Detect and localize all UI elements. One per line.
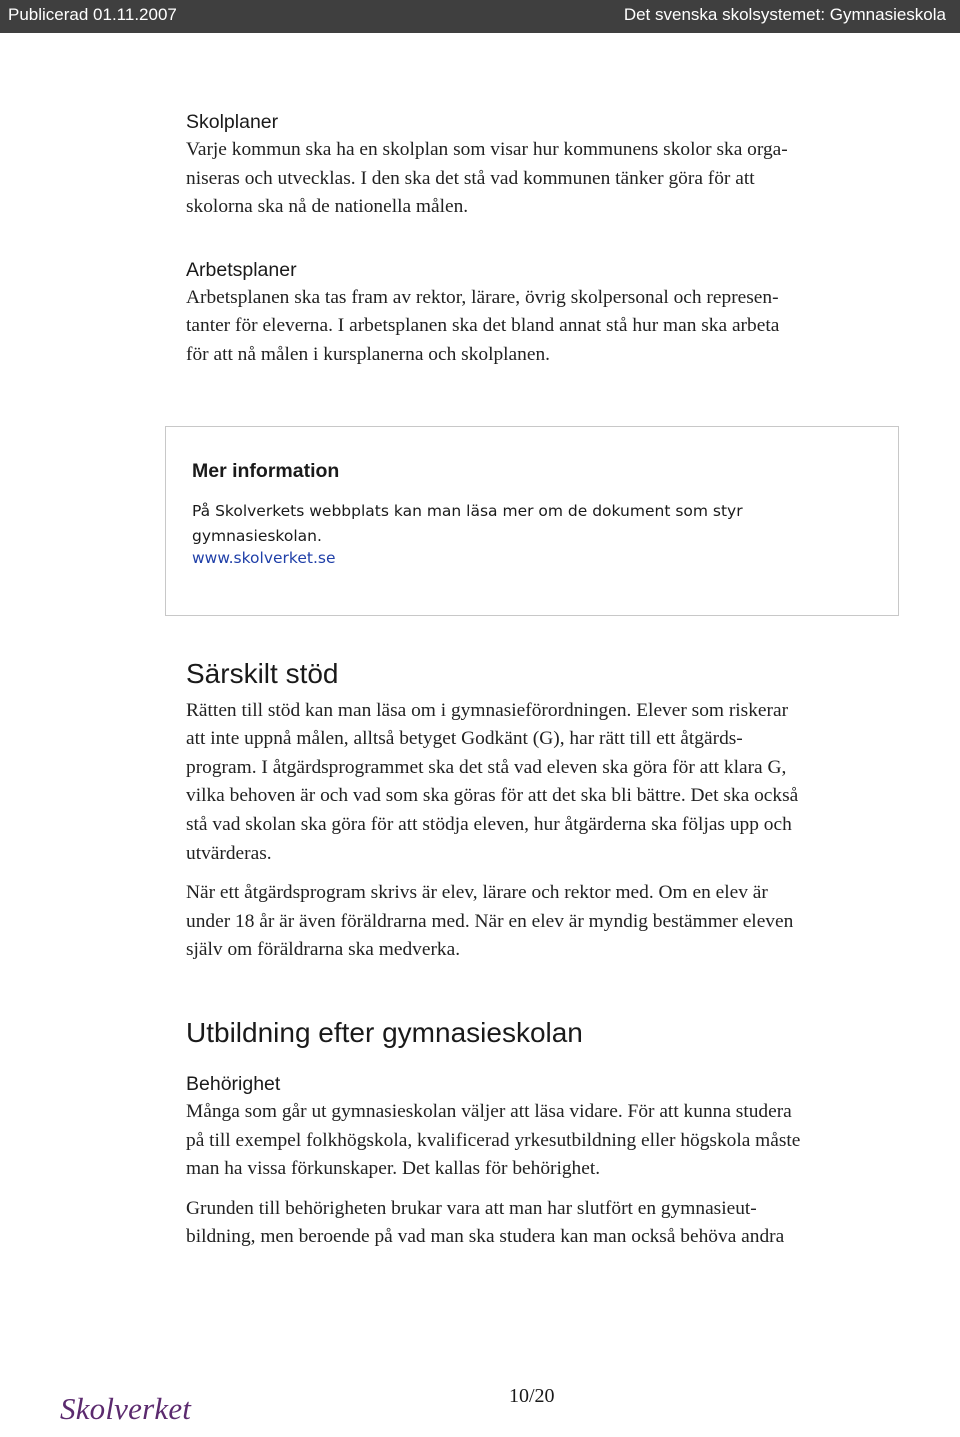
text-line: utvärderas. — [186, 842, 272, 864]
skolverket-link[interactable]: www.skolverket.se — [192, 549, 336, 567]
text-line: vilka behoven är och vad som ska göras för att det ska bli bättre. Det ska också — [186, 785, 799, 807]
more-info-box — [165, 426, 899, 616]
utbildning-heading: Utbildning efter gymnasieskolan — [186, 1016, 583, 1048]
text-line: man ha vissa förkunskaper. Det kallas för behörighet. — [186, 1158, 601, 1180]
text-line: att inte uppnå målen, alltså betyget Godkänt (G), har rätt till ett åtgärds- — [186, 728, 743, 750]
text-line: under 18 år är även föräldrarna med. När en elev är myndig bestämmer eleven — [186, 910, 794, 932]
document-title: Det svenska skolsystemet: Gymnasieskola — [623, 5, 946, 24]
text-line: Grunden till behörigheten brukar vara att man har slutfört en gymnasieut- — [186, 1197, 757, 1219]
text-line: niseras och utvecklas. I den ska det stå vad kommunen tänker göra för att — [186, 167, 755, 189]
behorighet-paragraph-2 — [186, 1195, 886, 1252]
more-info-title: Mer information — [192, 460, 340, 482]
page-number: 10/20 — [509, 1385, 555, 1407]
text-line: program. I åtgärdsprogrammet ska det stå vad eleven ska göra för att klara G, — [186, 756, 787, 778]
text-line: Varje kommun ska ha en skolplan som visar hur kommunens skolor ska orga- — [186, 139, 788, 160]
text-line: Många som går ut gymnasieskolan väljer att läsa vidare. För att kunna studera — [186, 1100, 792, 1122]
text-line: gymnasieskolan. — [192, 526, 322, 545]
sarskilt-stod-paragraph-1 — [186, 697, 886, 869]
text-line: stå vad skolan ska göra för att stödja eleven, hur åtgärderna ska följas upp och — [186, 813, 792, 835]
page-header — [0, 0, 960, 33]
skolverket-logo: Skolverket — [60, 1391, 192, 1426]
more-info-text — [192, 499, 832, 548]
text-line: bildning, men beroende på vad man ska studera kan man också behöva andra — [186, 1226, 785, 1248]
text-line: Rätten till stöd kan man läsa om i gymnasieförordningen. Elever som riskerar — [186, 699, 789, 721]
main-content — [186, 108, 886, 1252]
sarskilt-stod-heading: Särskilt stöd — [186, 657, 339, 689]
text-line: på till exempel folkhögskola, kvalificerad yrkesutbildning eller högskola måste — [186, 1129, 801, 1151]
sarskilt-stod-paragraph-2 — [186, 879, 886, 965]
skolplaner-text — [186, 136, 886, 222]
behorighet-paragraph-1 — [186, 1098, 886, 1184]
text-line: själv om föräldrarna ska medverka. — [186, 939, 461, 961]
text-line: Arbetsplanen ska tas fram av rektor, lärare, övrig skolpersonal och represen- — [186, 286, 779, 308]
behorighet-heading: Behörighet — [186, 1072, 281, 1095]
text-line: skolorna ska nå de nationella målen. — [186, 196, 469, 218]
text-line: för att nå målen i kursplanerna och skolplanen. — [186, 343, 550, 365]
text-line: På Skolverkets webbplats kan man läsa mer om de dokument som styr — [192, 502, 743, 520]
skolplaner-heading: Skolplaner — [186, 111, 279, 133]
published-date: Publicerad 01.11.2007 — [8, 5, 177, 24]
text-line: När ett åtgärdsprogram skrivs är elev, lärare och rektor med. Om en elev är — [186, 882, 768, 904]
text-line: tanter för eleverna. I arbetsplanen ska det bland annat stå hur man ska arbeta — [186, 315, 780, 337]
arbetsplaner-text — [186, 284, 886, 370]
arbetsplaner-heading: Arbetsplaner — [186, 258, 297, 281]
